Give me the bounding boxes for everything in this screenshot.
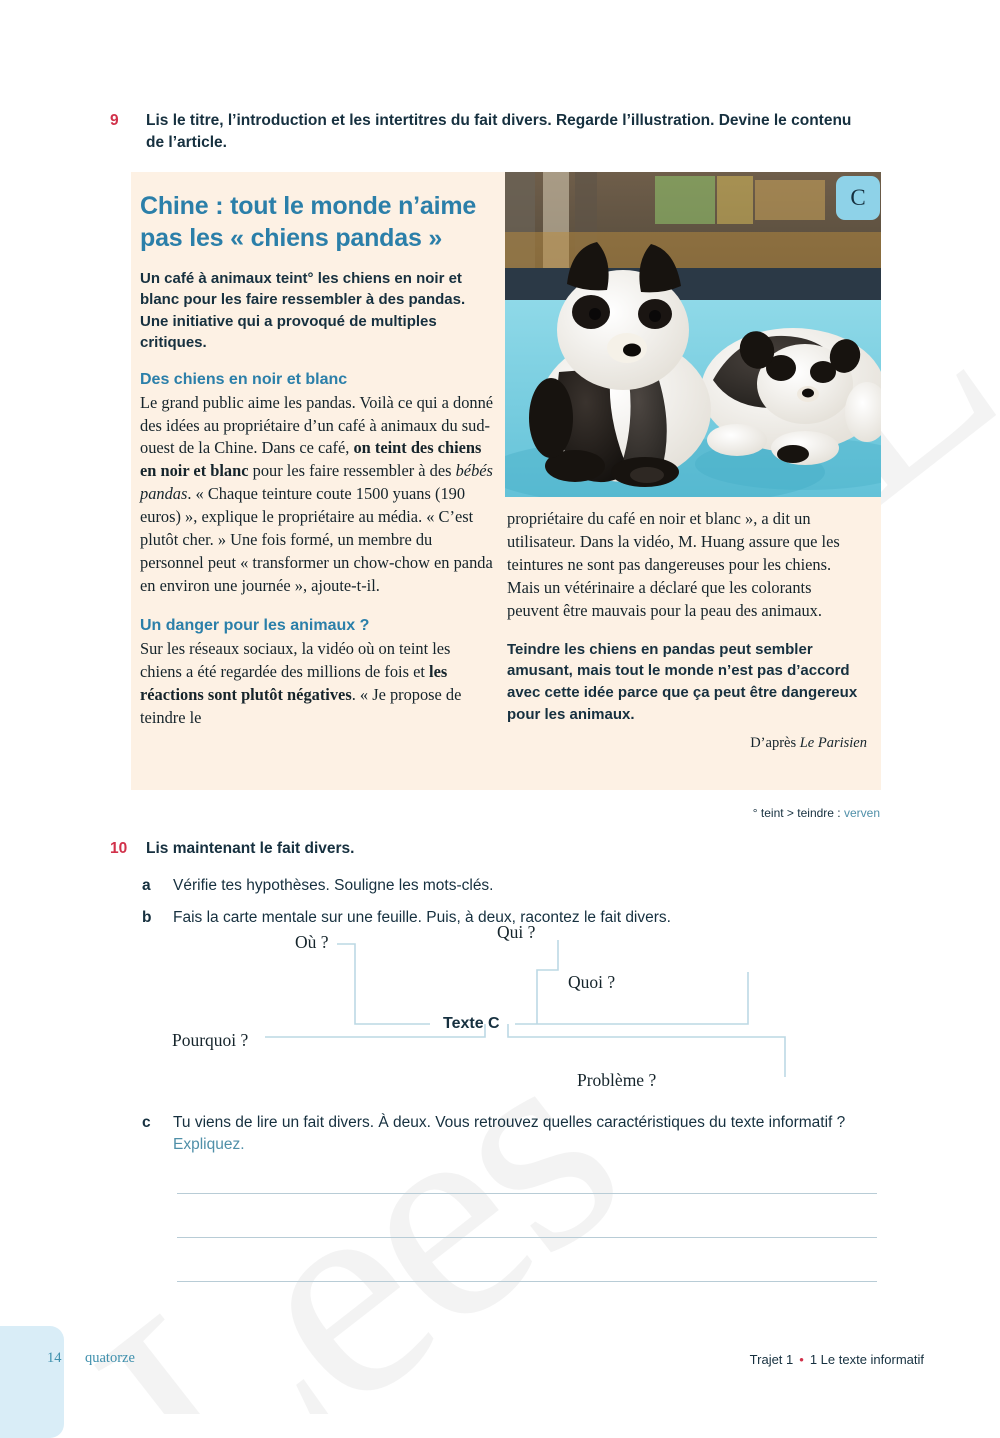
- article-card: [131, 172, 881, 790]
- article-source-prefix: D’après: [750, 735, 800, 752]
- mindmap-node-quoi: Quoi ?: [568, 972, 616, 992]
- exercise-10-number: 10: [110, 840, 128, 857]
- mindmap-center-node: Texte C: [443, 1015, 500, 1032]
- article-title: Chine : tout le monde n’aime pas les « chiens pandas »: [140, 192, 477, 252]
- mindmap-node-ou: Où ?: [295, 932, 329, 952]
- exercise-10-item-c-text: [173, 1112, 872, 1157]
- article-p1-bold: on teint des chiens en noir et blanc: [140, 438, 482, 481]
- text-label-badge-c: C: [836, 176, 880, 220]
- exercise-10-text: Lis maintenant le fait divers.: [146, 840, 355, 857]
- article-p1-part-c: . « Chaque teinture coute 1500 yuans (190 euros) », explique le propriétaire au média. « C’est plutôt cher. » Une fois formé, un membre du personnel peut « transformer un chow-chow en panda en environ une journée », ajoute-t-il.: [140, 484, 493, 596]
- exercise-10-item-a-text: Vérifie tes hypothèses. Souligne les mots-clés.: [173, 877, 494, 894]
- article-p2-bold: les réactions sont plutôt négatives: [140, 662, 448, 704]
- exercise-10-item-c-text-main: Tu viens de lire un fait divers. À deux. Vous retrouvez quelles caractéristiques du texte informatif ?: [173, 1114, 846, 1131]
- article-photo: [505, 172, 881, 497]
- exercise-10-item-c-text-highlight: Expliquez.: [173, 1136, 245, 1154]
- article-paragraph-1: [140, 392, 496, 599]
- article-subhead-1: Des chiens en noir et blanc: [140, 370, 348, 388]
- footer-page-word: quatorze: [85, 1350, 135, 1366]
- exercise-10-item-a-letter: a: [142, 877, 151, 894]
- exercise-10-item-a: [142, 875, 882, 897]
- article-paragraph-2: [140, 638, 496, 730]
- mindmap-node-qui: Qui ?: [497, 922, 536, 942]
- answer-line-1[interactable]: [177, 1193, 877, 1194]
- answer-line-2[interactable]: [177, 1237, 877, 1238]
- exercise-9-number: 9: [110, 112, 119, 129]
- exercise-10-item-b-letter: b: [142, 909, 152, 926]
- footer-chapter: 1 Le texte informatif: [809, 1352, 924, 1367]
- article-p1-part-b: pour les faire ressembler à des: [248, 461, 456, 481]
- mindmap-node-probleme: Problème ?: [577, 1070, 657, 1090]
- footnote-translation: verven: [843, 806, 880, 820]
- footer-separator-dot: •: [799, 1352, 804, 1367]
- article-right-column: [507, 508, 867, 752]
- article-p1-part-a: Le grand public aime les pandas. Voilà ce qui a donné des idées au propriétaire d’un café à animaux du sud-ouest de la Chine. Dans ce café,: [140, 392, 494, 458]
- article-p1-italic: bébés pandas: [140, 461, 493, 504]
- article-left-column: [140, 190, 496, 730]
- footer-chapter-info: [750, 1352, 924, 1367]
- vocabulary-footnote: [753, 806, 880, 820]
- article-subhead-2: Un danger pour les animaux ?: [140, 617, 370, 635]
- mindmap-diagram: [140, 912, 880, 1102]
- article-source-name: Le Parisien: [799, 735, 867, 752]
- mindmap-node-pourquoi: Pourquoi ?: [172, 1030, 249, 1050]
- article-p2-part-b: . « Je propose de teindre le: [140, 685, 462, 727]
- exercise-10: [110, 838, 870, 860]
- exercise-10-item-b-text: Fais la carte mentale sur une feuille. Puis, à deux, racontez le fait divers.: [173, 909, 671, 926]
- article-conclusion: Teindre les chiens en pandas peut sembler amusant, mais tout le monde n’est pas d’accord avec cette idée parce que ça peut être dangereux pour les animaux.: [507, 640, 858, 723]
- article-source: [507, 735, 867, 752]
- answer-line-3[interactable]: [177, 1281, 877, 1282]
- exercise-9: [110, 110, 870, 154]
- article-p2-part-a: Sur les réseaux sociaux, la vidéo où on teint les chiens a été regardée des millions de fois et: [140, 639, 451, 682]
- exercise-10-item-c: [142, 1112, 872, 1157]
- exercise-9-text: Lis le titre, l’introduction et les intertitres du fait divers. Regarde l’illustration. Devine le contenu de l’article.: [146, 112, 852, 151]
- article-paragraph-3: propriétaire du café en noir et blanc », a dit un utilisateur. Dans la vidéo, M. Huang assure que les teintures ne sont pas dangereuses pour les chiens. Mais un vétérinaire a déclaré que les colorants peuvent être mauvais pour la peau des animaux.: [507, 509, 840, 620]
- article-lead: Un café à animaux teint° les chiens en noir et blanc pour les faire ressembler à des pandas. Une initiative qui a provoqué de multiples critiques.: [140, 270, 466, 352]
- exercise-10-item-c-letter: c: [142, 1114, 151, 1131]
- footer-page-number: 14: [47, 1350, 62, 1366]
- footnote-term: ° teint > teindre :: [752, 806, 844, 820]
- footer-trajet: Trajet 1: [749, 1352, 794, 1367]
